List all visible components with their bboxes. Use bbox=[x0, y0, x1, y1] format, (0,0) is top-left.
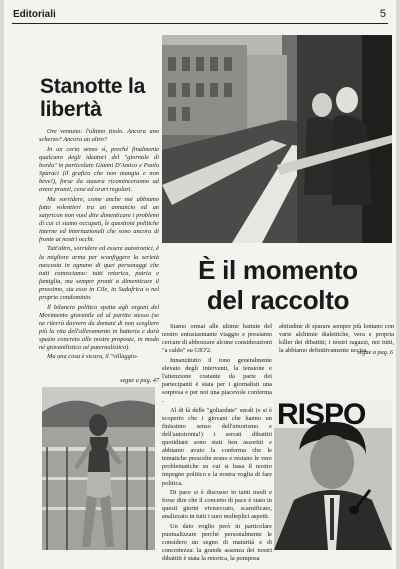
photo-woman-deck bbox=[42, 387, 155, 550]
newspaper-page bbox=[4, 0, 396, 569]
page-number: 5 bbox=[379, 8, 386, 20]
main-article-continued: segue a pag. 6 bbox=[357, 349, 393, 356]
left-article-paragraph: Ma sorridere, come anche noi abbiamo fatto volentieri tra un annuncio ed un satyricon non vuol dire dimenticare i problemi di cui ci siamo occupati, le questioni politiche interne ed internazionali che sono ancora di fronte ai nostri occhi. bbox=[39, 195, 159, 243]
left-article-headline: Stanotte la libertà bbox=[40, 75, 146, 121]
main-article-paragraph: Siamo ormai alle ultime battute del nostro entusiasmante viaggio e possiamo cercare di abbozzare alcune considerazioni "a caldo" su GIO'2. bbox=[162, 323, 272, 355]
left-article-paragraph: Tutt'altro, sorridere ed essere autoironici, è la migliore arma per sconfiggere la serietà nascosta in ognuno di quei personaggi che tutti conosciamo: tutti retorica, patria e famiglia, ma sempre pronti a dimenticare il prossimo, sia esso in Cile, in Sudafrica o nel proprio condominio. bbox=[39, 245, 159, 302]
main-article-paragraph: abitudine di sparare sempre più lontano con varie alchimie dialettiche, vera e propria killer dei dibattiti; i nostri ragazzi, noi tutti, la abbiamo definitivamente uccisa. bbox=[279, 323, 394, 355]
main-article-column-1 bbox=[162, 323, 272, 565]
main-headline-line2: del raccolto bbox=[206, 285, 350, 315]
left-article-body bbox=[39, 128, 159, 363]
left-article-paragraph: Ma una cosa è sicura, il "villaggio- bbox=[47, 353, 138, 361]
main-article-paragraph: Innanzitutto il tono generalmente elevato degli interventi, la tensione e l'attenzione costante da parte dei partecipanti è stata per i giornalisti una sorpresa e per noi una piacevole conferma . bbox=[162, 356, 272, 405]
main-headline-line1: È il momento bbox=[198, 255, 358, 285]
header-rule bbox=[12, 23, 388, 24]
main-article-paragraph: Di pace si è discusso in tanti modi e forse dire che il concetto di pace è stato in questi giorni viviseccato, scarnificato, analizzato in tutti i suoi molteplici aspetti. bbox=[162, 489, 272, 521]
left-article-paragraph: In un certo senso sì, perché finalmente qualcuno degli ideatori del "giornale di bordo" in particolare Gianni D'Amico e Paolo Sparaci (il grafico che non mangia e non beve!), forse da stasera ricominceranno ad avere pranzi, cene ed orari regolari. bbox=[39, 145, 159, 194]
main-article-paragraph: Al di là delle "goliardate" serali (e si è scoperto che i giovani che hanno un finissimo senso dell'umorismo e dell'autoironia!) i serrati dibattiti quotidiani sono stati ben assortiti e abbiamo avuto la conferma che le tematiche prescelte erano e restano le vere problematiche su cui si basa il nostro impegno politico e la nostra voglia di fare politica. bbox=[162, 406, 272, 487]
main-article-headline bbox=[164, 255, 392, 315]
photo-speaker bbox=[274, 400, 392, 550]
section-label: Editoriali bbox=[13, 9, 56, 20]
left-article-continued: segue a pag. 47 bbox=[120, 377, 159, 384]
sign-text: RISPO bbox=[277, 400, 366, 431]
left-article-paragraph: Ore ventuno: l'ultimo titolo. Ancora uno scherzo? Ancora un altro? bbox=[39, 128, 159, 144]
left-article-paragraph: Il bilancio politico spetta agli organi del Movimento giovanile ed al partito stesso (se ne riterrà davvero da domani di non scegliere più la vita dell'allevamento in batteria e darà spazio concreto alle nostre proposte, in modo né giovanilistico né paternalistico). bbox=[39, 303, 159, 351]
photo-balcony-harbour bbox=[162, 35, 392, 243]
main-article-paragraph: Un dato voglio però in particolare puntualizzare perché personalmente le considero un segno di maturità e di concretezza: la grande assenza dei nostri dibattiti è stata la retorica, la pomposa bbox=[162, 522, 272, 563]
